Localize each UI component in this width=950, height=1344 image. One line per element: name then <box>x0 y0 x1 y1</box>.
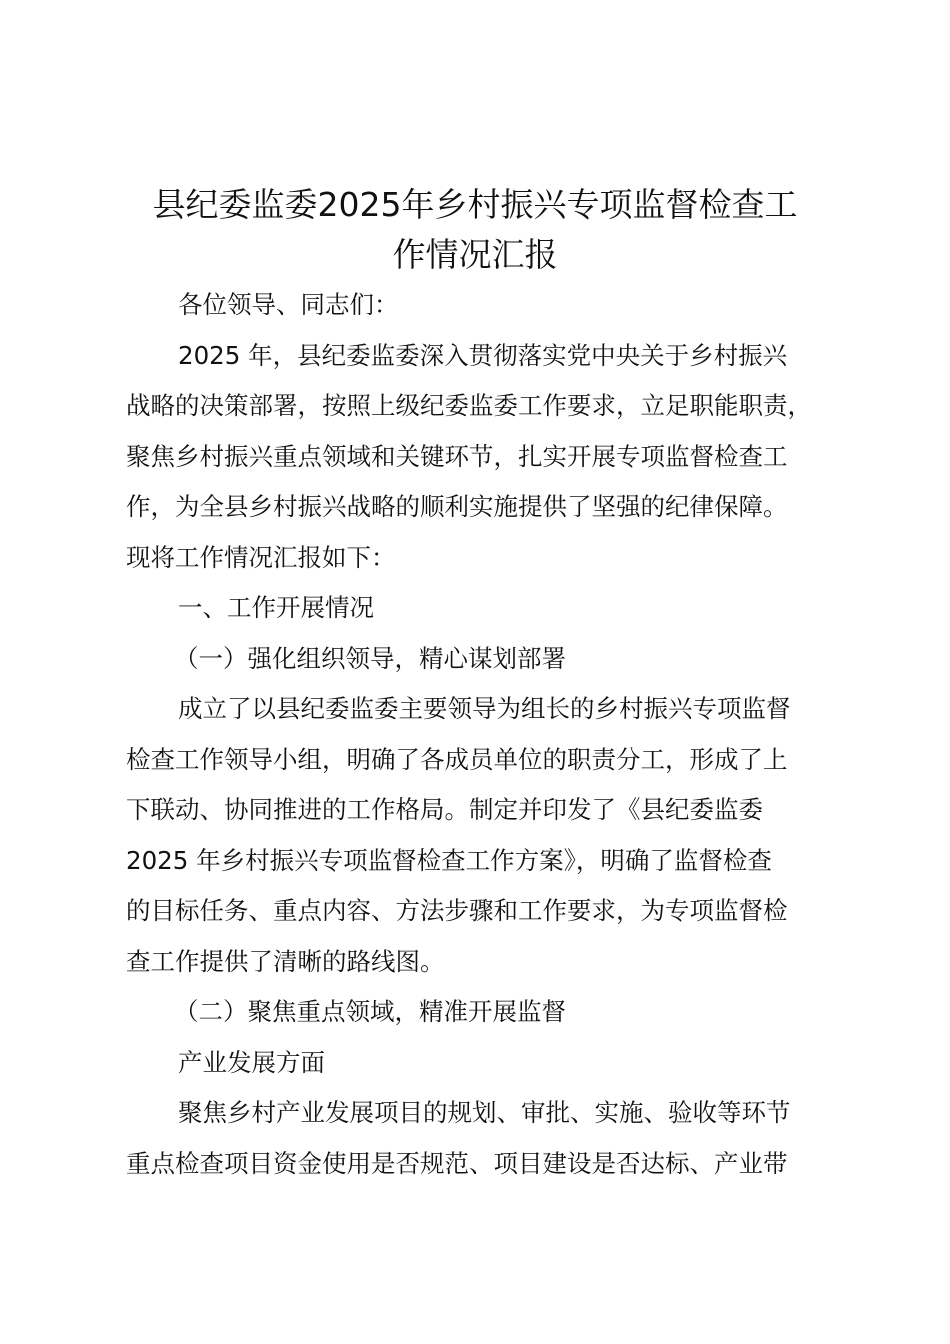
paragraph-line: 2025 年乡村振兴专项监督检查工作方案》，明确了监督检查 <box>126 845 772 875</box>
subsection-heading: （一）强化组织领导，精心谋划部署 <box>174 643 566 673</box>
paragraph-line: 作，为全县乡村振兴战略的顺利实施提供了坚强的纪律保障。 <box>126 492 788 521</box>
topic-heading: 产业发展方面 <box>178 1047 325 1077</box>
paragraph-line: 2025 年，县纪委监委深入贯彻落实党中央关于乡村振兴 <box>178 340 788 370</box>
subsection-heading: （二）聚焦重点领域，精准开展监督 <box>174 997 566 1026</box>
paragraph-line: 成立了以县纪委监委主要领导为组长的乡村振兴专项监督 <box>178 694 791 723</box>
paragraph-line: 聚焦乡村产业发展项目的规划、审批、实施、验收等环节 <box>178 1098 791 1127</box>
title-line-1: 县纪委监委2025年乡村振兴专项监督检查工 <box>152 185 798 224</box>
section-heading: 一、工作开展情况 <box>178 593 374 622</box>
paragraph-line: 战略的决策部署，按照上级纪委监委工作要求，立足职能职责， <box>126 391 812 420</box>
salutation: 各位领导、同志们： <box>178 290 399 319</box>
paragraph-line: 重点检查项目资金使用是否规范、项目建设是否达标、产业带 <box>126 1148 788 1178</box>
document-title <box>120 180 830 280</box>
paragraph-line: 检查工作领导小组，明确了各成员单位的职责分工，形成了上 <box>126 744 788 774</box>
paragraph-line: 下联动、协同推进的工作格局。制定并印发了《县纪委监委 <box>126 795 763 824</box>
paragraph-line: 现将工作情况汇报如下： <box>126 542 396 572</box>
paragraph-line: 聚焦乡村振兴重点领域和关键环节，扎实开展专项监督检查工 <box>126 441 788 471</box>
paragraph-line: 的目标任务、重点内容、方法步骤和工作要求，为专项监督检 <box>126 896 788 925</box>
paragraph-line: 查工作提供了清晰的路线图。 <box>126 946 445 976</box>
document-body <box>126 280 834 1189</box>
title-line-2: 作情况汇报 <box>392 235 558 274</box>
